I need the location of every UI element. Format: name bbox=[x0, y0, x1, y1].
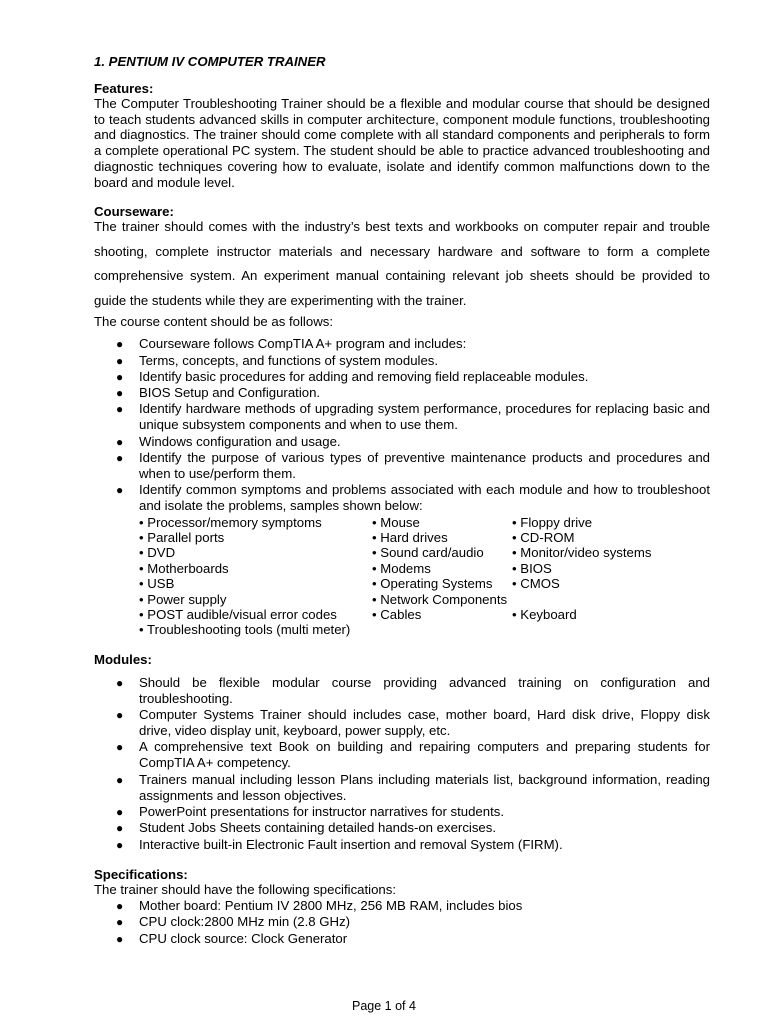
bullet-icon: ● bbox=[116, 915, 124, 930]
list-item: ● Should be flexible modular course providing advanced training on configuration and troubleshooting. bbox=[116, 674, 710, 706]
bullet-icon: ● bbox=[116, 675, 124, 690]
sample-item: • Processor/memory symptoms bbox=[139, 514, 322, 530]
bullet-icon: ● bbox=[116, 369, 124, 384]
bullet-icon: ● bbox=[116, 740, 124, 755]
features-heading: Features: bbox=[94, 81, 154, 96]
sample-item: • Sound card/audio bbox=[372, 545, 484, 561]
sample-item: • Power supply bbox=[139, 591, 227, 607]
sample-item: • Keyboard bbox=[512, 607, 577, 623]
sample-item: • USB bbox=[139, 576, 175, 592]
sample-item bbox=[512, 622, 662, 637]
course-content-list bbox=[94, 336, 710, 514]
course-content-intro: The course content should be as follows: bbox=[94, 314, 333, 330]
sample-item: • Network Components bbox=[372, 591, 508, 607]
sample-item: • Mouse bbox=[372, 514, 420, 530]
bullet-icon: ● bbox=[116, 386, 124, 401]
list-item: ● CPU clock:2800 MHz min (2.8 GHz) bbox=[116, 914, 351, 930]
list-item: ● A comprehensive text Book on building and repairing computers and preparing students for CompTIA A+ competency. bbox=[116, 739, 710, 771]
modules-section bbox=[94, 652, 710, 853]
bullet-icon: ● bbox=[116, 772, 124, 787]
bullet-icon: ● bbox=[116, 821, 124, 836]
sample-item bbox=[512, 592, 662, 607]
sample-item: • Motherboards bbox=[139, 560, 229, 576]
courseware-section bbox=[94, 204, 710, 638]
modules-heading: Modules: bbox=[94, 651, 152, 667]
sample-item: • CMOS bbox=[512, 576, 560, 592]
list-item: ● Student Jobs Sheets containing detailed hands-on exercises. bbox=[116, 820, 497, 836]
list-item: ● Identify common symptoms and problems associated with each module and how to troubleshoot and isolate the problems, samples shown below: bbox=[116, 482, 710, 514]
list-item: ● Windows configuration and usage. bbox=[116, 433, 341, 449]
courseware-heading: Courseware: bbox=[94, 204, 174, 220]
list-item: ● Identify basic procedures for adding and removing field replaceable modules. bbox=[116, 368, 589, 384]
list-item: ● PowerPoint presentations for instructor narratives for students. bbox=[116, 804, 505, 820]
specifications-list bbox=[94, 898, 710, 947]
list-item: ● BIOS Setup and Configuration. bbox=[116, 385, 321, 401]
sample-item bbox=[372, 622, 512, 637]
list-item: ● Identify hardware methods of upgrading system performance, procedures for replacing basic and unique subsystem components and when to use them. bbox=[116, 401, 710, 433]
document-title: 1. PENTIUM IV COMPUTER TRAINER bbox=[94, 54, 326, 69]
bullet-icon: ● bbox=[116, 434, 124, 449]
sample-item: • Modems bbox=[372, 560, 431, 576]
symptom-samples-grid bbox=[139, 515, 710, 638]
bullet-icon: ● bbox=[116, 337, 124, 352]
list-item: ● Mother board: Pentium IV 2800 MHz, 256 MB RAM, includes bios bbox=[116, 897, 523, 913]
list-item: ● Identify the purpose of various types of preventive maintenance products and procedures and when to use/perform them. bbox=[116, 450, 710, 481]
bullet-icon: ● bbox=[116, 402, 124, 417]
bullet-icon: ● bbox=[116, 708, 124, 723]
courseware-paragraph: The trainer should comes with the industry’s best texts and workbooks on computer repair and trouble shooting, complete instructor materials and necessary hardware and software to form a complete comprehensive system. An experiment manual containing relevant job sheets should be provided to guide the students while they are experimenting with the trainer. bbox=[94, 219, 710, 308]
specifications-intro: The trainer should have the following specifications: bbox=[94, 881, 397, 897]
bullet-icon: ● bbox=[116, 837, 124, 852]
bullet-icon: ● bbox=[116, 805, 124, 820]
list-item: ● Computer Systems Trainer should includes case, mother board, Hard disk drive, Floppy disk drive, video display unit, keyboard, power supply, etc. bbox=[116, 707, 710, 739]
sample-item: • Troubleshooting tools (multi meter) bbox=[139, 622, 351, 638]
list-item: ● Interactive built-in Electronic Fault insertion and removal System (FIRM). bbox=[116, 836, 563, 852]
document-page bbox=[94, 54, 710, 947]
list-item: ● Trainers manual including lesson Plans including materials list, background information, reading assignments and lesson objectives. bbox=[116, 771, 710, 803]
bullet-icon: ● bbox=[116, 931, 124, 946]
sample-item: • CD-ROM bbox=[512, 530, 575, 545]
features-section bbox=[94, 81, 710, 190]
bullet-icon: ● bbox=[116, 451, 124, 465]
list-item: ● CPU clock source: Clock Generator bbox=[116, 930, 348, 946]
list-item: ● Courseware follows CompTIA A+ program and includes: bbox=[116, 336, 467, 352]
sample-item: • POST audible/visual error codes bbox=[139, 607, 337, 623]
list-item: ● Terms, concepts, and functions of system modules. bbox=[116, 352, 439, 368]
sample-item: • Monitor/video systems bbox=[512, 545, 652, 561]
sample-item: • Operating Systems bbox=[372, 576, 493, 592]
bullet-icon: ● bbox=[116, 898, 124, 913]
page-footer: Page 1 of 4 bbox=[352, 999, 416, 1013]
modules-list bbox=[94, 675, 710, 853]
specifications-heading: Specifications: bbox=[94, 866, 188, 882]
bullet-icon: ● bbox=[116, 483, 124, 498]
sample-item: • BIOS bbox=[512, 560, 552, 576]
sample-item: • Hard drives bbox=[372, 530, 448, 545]
sample-item: • Floppy drive bbox=[512, 514, 593, 530]
features-paragraph: The Computer Troubleshooting Trainer should be a flexible and modular course that should be designed to teach students advanced skills in computer architecture, component module functions, troubleshooting and diagnostics. The trainer should come complete with all standard components and peripherals to form a complete operational PC system. The student should be able to practice advanced troubleshooting and diagnostic techniques covering how to evaluate, isolate and identify common malfunctions down to the board and module level. bbox=[94, 96, 710, 190]
sample-item: • Parallel ports bbox=[139, 530, 225, 545]
bullet-icon: ● bbox=[116, 353, 124, 368]
sample-item: • Cables bbox=[372, 607, 422, 623]
specifications-section bbox=[94, 867, 710, 947]
sample-item: • DVD bbox=[139, 545, 176, 561]
